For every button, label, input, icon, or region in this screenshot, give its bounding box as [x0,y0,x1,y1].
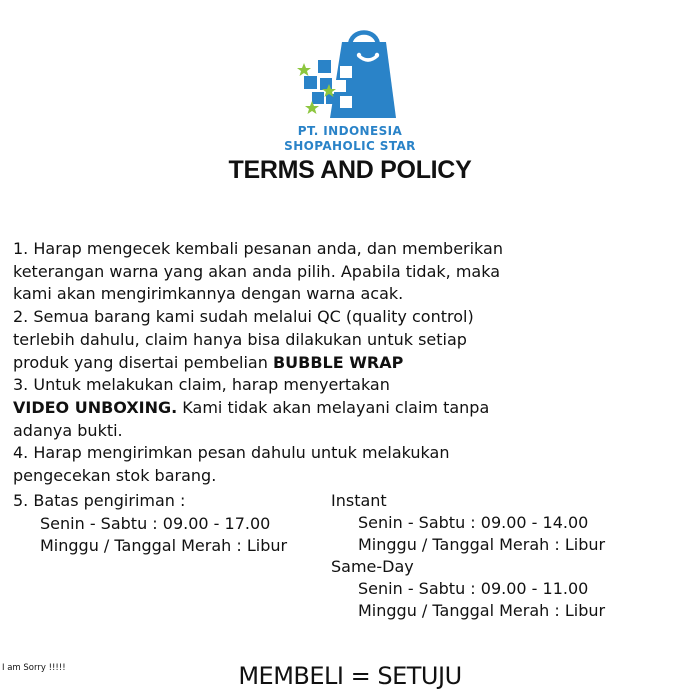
bubble-wrap-emphasis: BUBBLE WRAP [272,352,404,372]
term-1-line-1: 1. Harap mengecek kembali pesanan anda, dan memberikan [13,239,503,258]
instant-holiday-hours: Minggu / Tanggal Merah : Libur [358,535,606,554]
term-3-line-3: adanya bukti. [13,420,123,440]
shopping-bag-logo-icon [296,26,400,124]
term-2-line-2: terlebih dahulu, claim hanya bisa dilakukan untuk setiap [13,329,467,349]
sorry-note: I am Sorry !!!!! [2,663,66,673]
term-2-line-1: 2. Semua barang kami sudah melalui QC (quality control) [13,307,474,327]
shipping-schedule-express [331,490,661,622]
page-title: TERMS AND POLICY [228,156,472,184]
term-2-text: produk yang disertai pembelian [13,352,273,372]
term-3-line-2 [13,397,553,420]
regular-weekday-hours: Senin - Sabtu : 09.00 - 17.00 [40,513,271,533]
agreement-footer: MEMBELI = SETUJU [238,662,462,690]
video-unboxing-emphasis: VIDEO UNBOXING. [13,397,178,417]
instant-weekday-hours: Senin - Sabtu : 09.00 - 14.00 [358,513,589,532]
company-name [250,124,450,154]
pixel-squares [304,60,336,104]
company-name-line2: SHOPAHOLIC STAR [284,139,416,153]
instant-label: Instant [331,491,387,510]
term-1-line-2: keterangan warna yang akan anda pilih. Apabila tidak, maka [13,261,500,281]
shipping-schedule-regular [13,490,333,558]
term-4-line-1: 4. Harap mengirimkan pesan dahulu untuk melakukan [13,443,450,463]
term-4-line-2: pengecekan stok barang. [13,466,217,486]
terms-list [13,238,553,488]
term-2-line-3 [13,352,553,375]
regular-holiday-hours: Minggu / Tanggal Merah : Libur [40,536,288,556]
shipping-heading: 5. Batas pengiriman : [13,491,186,510]
company-name-line1: PT. INDONESIA [297,124,403,138]
term-1-line-3: kami akan mengirimkannya dengan warna acak. [13,284,404,304]
sameday-label: Same-Day [331,557,414,576]
term-3-line-1: 3. Untuk melakukan claim, harap menyertakan [13,375,390,395]
term-3-text: Kami tidak akan melayani claim tanpa [177,397,490,417]
sameday-holiday-hours: Minggu / Tanggal Merah : Libur [358,601,606,620]
sameday-weekday-hours: Senin - Sabtu : 09.00 - 11.00 [358,579,589,598]
